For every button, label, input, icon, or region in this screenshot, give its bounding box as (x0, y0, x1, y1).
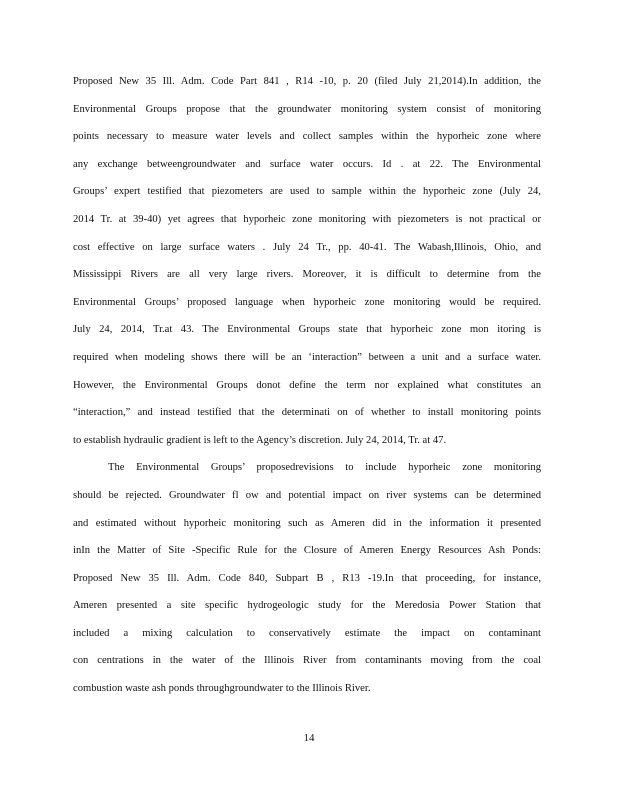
text-line: and estimated without hyporheic monitoring such as Ameren did in the information it presented (73, 517, 541, 529)
text-line: con centrations in the water of the Illinois River from contaminants moving from the coal (73, 655, 541, 667)
text-line: any exchange betweengroundwater and surface water occurs. Id . at 22. The Environmental (73, 158, 541, 170)
text-line: July 24, 2014, Tr.at 43. The Environmental Groups state that hyporheic zone mon itoring is (73, 324, 541, 336)
text-line: Proposed New 35 Ill. Adm. Code Part 841 , R14 -10, p. 20 (filed July 21,2014).In addition, the (73, 76, 541, 87)
text-line: cost effective on large surface waters . July 24 Tr., pp. 40-41. The Wabash,Illinois, Ohio, and (73, 241, 541, 253)
page-number: 14 (303, 732, 315, 744)
text-line: Environmental Groups’ proposed language when hyporheic zone monitoring would be required. (73, 296, 541, 308)
text-line: Environmental Groups propose that the groundwater monitoring system consist of monitoring (73, 103, 541, 115)
text-line: The Environmental Groups’ proposedrevisions to include hyporheic zone monitoring (108, 462, 541, 474)
text-line: However, the Environmental Groups donot define the term nor explained what constitutes an (73, 379, 541, 391)
text-line: to establish hydraulic gradient is left to the Agency’s discretion. July 24, 2014, Tr. at 47. (73, 434, 447, 446)
paragraph-2 (73, 454, 541, 702)
text-line: Mississippi Rivers are all very large rivers. Moreover, it is difficult to determine from the (73, 269, 541, 281)
text-line: Proposed New 35 Ill. Adm. Code 840, Subpart B , R13 -19.In that proceeding, for instance, (73, 572, 541, 584)
text-line: 2014 Tr. at 39-40) yet agrees that hyporheic zone monitoring with piezometers is not practical or (73, 213, 541, 225)
text-line: required when modeling shows there will be an ‘interaction” between a unit and a surface water. (73, 351, 541, 363)
body-text (73, 68, 541, 703)
text-line: Ameren presented a site specific hydrogeologic study for the Meredosia Power Station that (73, 600, 541, 612)
text-line: inIn the Matter of Site -Specific Rule for the Closure of Ameren Energy Resources Ash Ponds: (73, 545, 541, 557)
text-line: included a mixing calculation to conservatively estimate the impact on contaminant (73, 627, 541, 639)
text-line: points necessary to measure water levels and collect samples within the hyporheic zone where (73, 131, 541, 143)
text-line: combustion waste ash ponds throughgroundwater to the Illinois River. (73, 683, 371, 695)
paragraph-1 (73, 68, 541, 454)
text-line: Groups’ expert testified that piezometers are used to sample within the hyporheic zone (July 24, (73, 186, 541, 198)
text-line: should be rejected. Groundwater fl ow and potential impact on river systems can be determined (73, 489, 541, 501)
text-line: “interaction,” and instead testified that the determinati on of whether to install monitoring points (73, 407, 541, 419)
